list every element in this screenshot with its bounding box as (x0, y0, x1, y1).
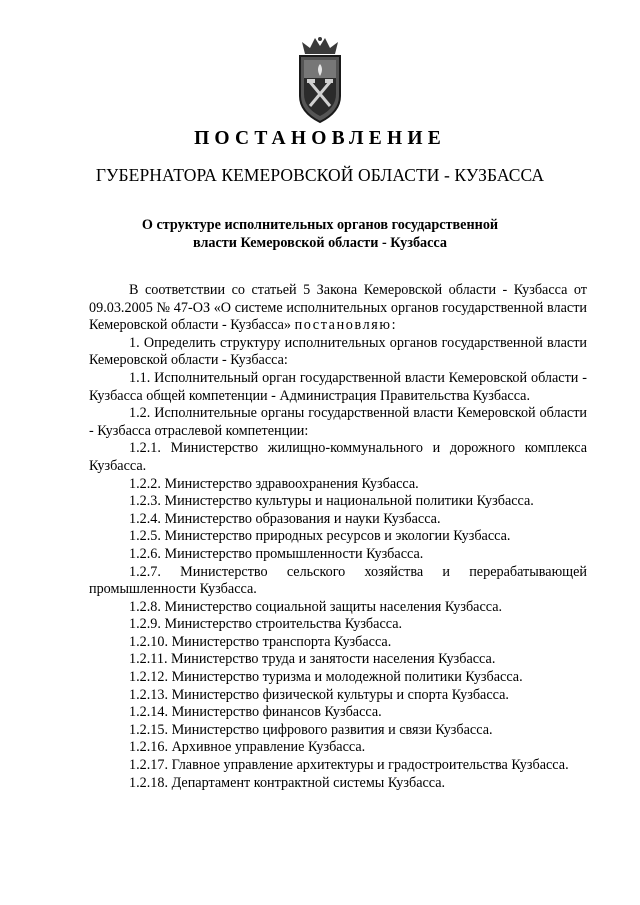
clause-paragraph: 1.2.17. Главное управление архитектуры и градостроительства Кузбасса. (129, 757, 569, 774)
resolution-heading (0, 216, 640, 252)
clause-paragraph: 1.2.11. Министерство труда и занятости населения Кузбасса. (129, 651, 496, 668)
clause-paragraph: 1.2.10. Министерство транспорта Кузбасса. (129, 633, 392, 650)
clause-paragraph: 1.2.5. Министерство природных ресурсов и экологии Кузбасса. (129, 528, 511, 545)
clause-paragraph: 1.2.8. Министерство социальной защиты населения Кузбасса. (129, 598, 503, 615)
clause-paragraph: 1.2.13. Министерство физической культуры и спорта Кузбасса. (129, 686, 509, 703)
clause-paragraph: 1.2.6. Министерство промышленности Кузбасса. (129, 545, 424, 562)
clause-paragraph: 1.2.3. Министерство культуры и национальной политики Кузбасса. (129, 493, 534, 510)
clause-paragraph: 1.2.15. Министерство цифрового развития и связи Кузбасса. (129, 721, 493, 738)
clause-paragraph: 1.2.7. Министерство сельского хозяйства и перерабатывающей промышленности Кузбасса. (89, 563, 587, 598)
document-title: ПОСТАНОВЛЕНИЕ (194, 128, 446, 149)
heading-line: власти Кемеровской области - Кузбасса (192, 235, 447, 251)
heading-line: О структуре исполнительных органов государственной (141, 217, 499, 233)
clause-paragraph: 1.2.2. Министерство здравоохранения Кузбасса. (129, 475, 419, 492)
clause-paragraph: 1.2.9. Министерство строительства Кузбасса. (129, 616, 403, 633)
preamble-verb: постановляю: (294, 317, 398, 334)
clause-paragraph: 1.2.4. Министерство образования и науки Кузбасса. (129, 510, 441, 527)
clause-paragraph: 1.2. Исполнительные органы государственной власти Кемеровской области - Кузбасса отраслевой компетенции: (89, 405, 587, 439)
clause-paragraph: 1. Определить структуру исполнительных органов государственной власти Кемеровской области - Кузбасса: (89, 334, 587, 369)
issuer-subtitle: ГУБЕРНАТОРА КЕМЕРОВСКОЙ ОБЛАСТИ - КУЗБАССА (95, 165, 545, 185)
coat-of-arms-emblem (293, 36, 347, 126)
preamble-paragraph (89, 282, 587, 335)
clause-paragraph: 1.1. Исполнительный орган государственной власти Кемеровской области - Кузбасса общей компетенции - Администрация Правительства Кузбасса. (89, 369, 587, 404)
clause-paragraph: 1.2.16. Архивное управление Кузбасса. (129, 739, 366, 756)
document-body (89, 282, 587, 792)
clause-paragraph: 1.2.1. Министерство жилищно-коммунального и дорожного комплекса Кузбасса. (89, 440, 587, 474)
clause-paragraph: 1.2.12. Министерство туризма и молодежной политики Кузбасса. (129, 669, 523, 686)
clause-paragraph: 1.2.18. Департамент контрактной системы Кузбасса. (129, 774, 446, 791)
preamble-text: В соответствии со статьей 5 Закона Кемеровской области - Кузбасса от 09.03.2005 № 47-ОЗ «О системе исполнительных органов государственной власти Кемеровской области - Кузбасса» (89, 282, 587, 334)
clause-paragraph: 1.2.14. Министерство финансов Кузбасса. (129, 704, 382, 721)
